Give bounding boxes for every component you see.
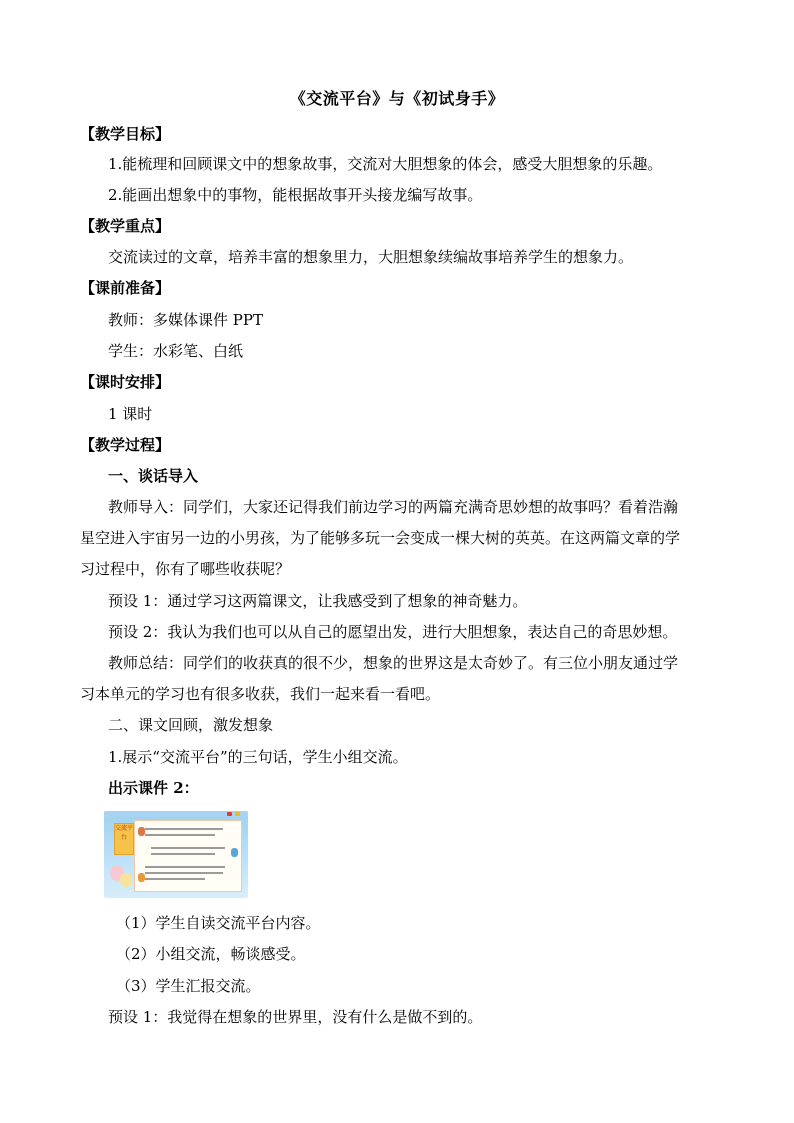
goal-item-2: 2.能画出想象中的事物，能根据故事开头接龙编写故事。 [108,186,483,204]
process-heading: 【教学过程】 [80,436,171,454]
prep-heading: 【课前准备】 [80,279,171,297]
summary-line-1: 教师总结：同学们的收获真的很不少，想象的世界这是太奇妙了。有三位小朋友通过学 [108,654,679,672]
goals-heading: 【教学目标】 [80,125,171,143]
courseware-label: 出示课件 2： [108,779,199,797]
document-title: 《交流平台》与《初试身手》 [289,89,505,108]
child-figure-icon-3 [138,873,145,882]
child-figure-icon-2 [231,848,238,857]
child-figure-icon [138,827,145,836]
preset-1: 预设 1：通过学习这两篇课文，让我感受到了想象的神奇魅力。 [108,592,528,610]
balloon-icon-2 [120,873,132,887]
slide-logo-mark [227,812,232,816]
intro-line-1: 教师导入：同学们，大家还记得我们前边学习的两篇充满奇思妙想的故事吗？看着浩瀚 [108,498,679,516]
sub-step-2: （2）小组交流，畅谈感受。 [116,945,306,963]
goal-item-1: 1.能梳理和回顾课文中的想象故事，交流对大胆想象的体会，感受大胆想象的乐趣。 [108,155,663,173]
prep-teacher: 教师：多媒体课件 PPT [108,311,263,329]
courseware-slide-thumbnail [104,811,248,898]
slide-logo-mark-2 [235,812,240,816]
focus-heading: 【教学重点】 [80,217,171,235]
intro-line-3: 习过程中，你有了哪些收获呢？ [80,560,291,578]
schedule-heading: 【课时安排】 [80,373,171,391]
schedule-text: 1 课时 [108,405,153,423]
step-1: 1.展示“交流平台”的三句话，学生小组交流。 [108,748,408,766]
part2-heading: 二、课文回顾，激发想象 [108,716,274,734]
prep-student: 学生：水彩笔、白纸 [108,342,244,360]
preset-2: 预设 2：我认为我们也可以从自己的愿望出发，进行大胆想象，表达自己的奇思妙想。 [108,623,678,641]
sub-step-3: （3）学生汇报交流。 [116,977,261,995]
summary-line-2: 习本单元的学习也有很多收获，我们一起来看一看吧。 [80,685,441,703]
sub-step-1: （1）学生自读交流平台内容。 [116,914,321,932]
intro-line-2: 星空进入宇宙另一边的小男孩，为了能够多玩一会变成一棵大树的英英。在这两篇文章的学 [80,529,681,547]
slide-tag: 交流平台 [114,823,134,855]
preset-3: 预设 1：我觉得在想象的世界里，没有什么是做不到的。 [108,1008,483,1026]
part1-heading: 一、谈话导入 [108,467,199,485]
focus-text: 交流读过的文章，培养丰富的想象里力，大胆想象续编故事培养学生的想象力。 [108,248,634,266]
slide-text-card [134,820,242,892]
